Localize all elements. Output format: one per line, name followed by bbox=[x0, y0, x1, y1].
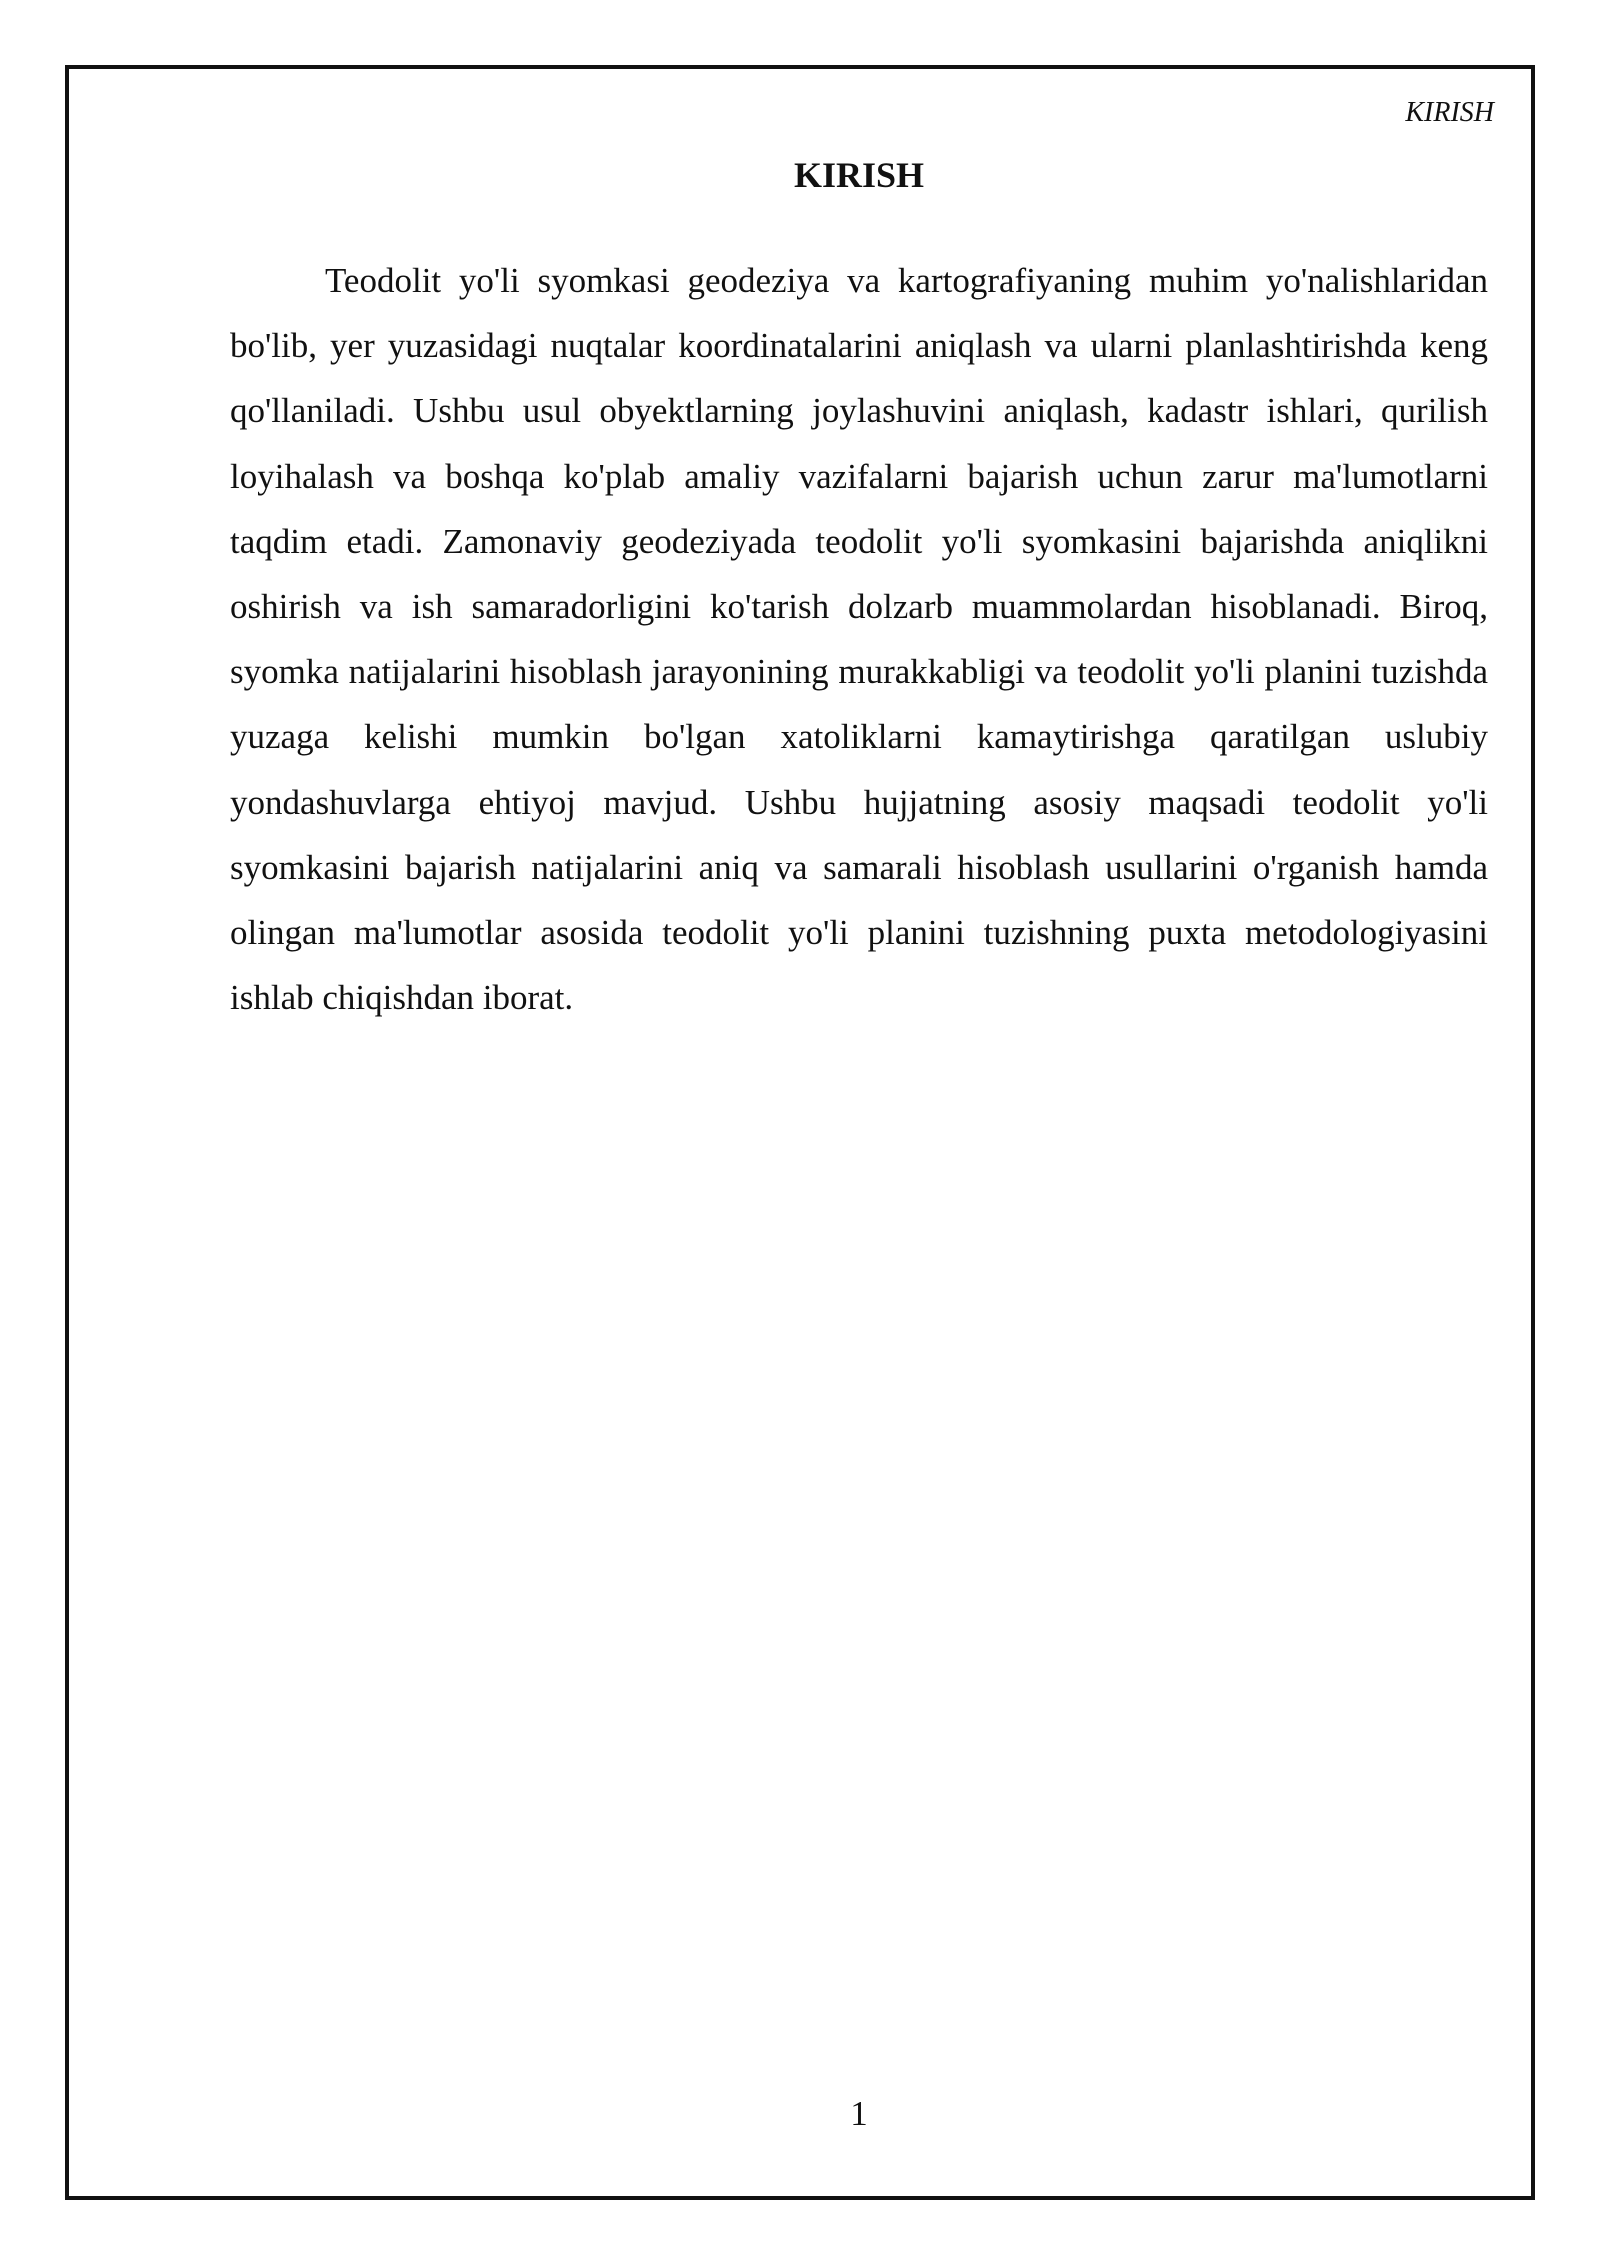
page-number: 1 bbox=[850, 2094, 868, 2133]
page-title: KIRISH bbox=[793, 155, 925, 195]
body-paragraph: Teodolit yo'li syomkasi geodeziya va kartografiyaning muhim yo'nalishlaridan bo'lib, yer yuzasidagi nuqtalar koordinatalarini aniqlash va ularni planlashtirishda keng qo'llaniladi. Ushbu usul obyektlarning joylashuvini aniqlash, kadastr ishlari, qurilish loyihalash va boshqa ko'plab amaliy vazifalarni bajarish uchun zarur ma'lumotlarni taqdim etadi. Zamonaviy geodeziyada teodolit yo'li syomkasini bajarishda aniqlikni oshirish va ish samaradorligini ko'tarish dolzarb muammolardan hisoblanadi. Biroq, syomka natijalarini hisoblash jarayonining murakkabligi va teodolit yo'li planini tuzishda yuzaga kelishi mumkin bo'lgan xatoliklarni kamaytirishga qaratilgan uslubiy yondashuvlarga ehtiyoj mavjud. Ushbu hujjatning asosiy maqsadi teodolit yo'li syomkasini bajarish natijalarini aniq va samarali hisoblash usullarini o'rganish hamda olingan ma'lumotlar asosida teodolit yo'li planini tuzishning puxta metodologiyasini ishlab chiqishdan iborat. bbox=[230, 261, 1488, 1018]
running-header: KIRISH bbox=[1405, 97, 1494, 128]
